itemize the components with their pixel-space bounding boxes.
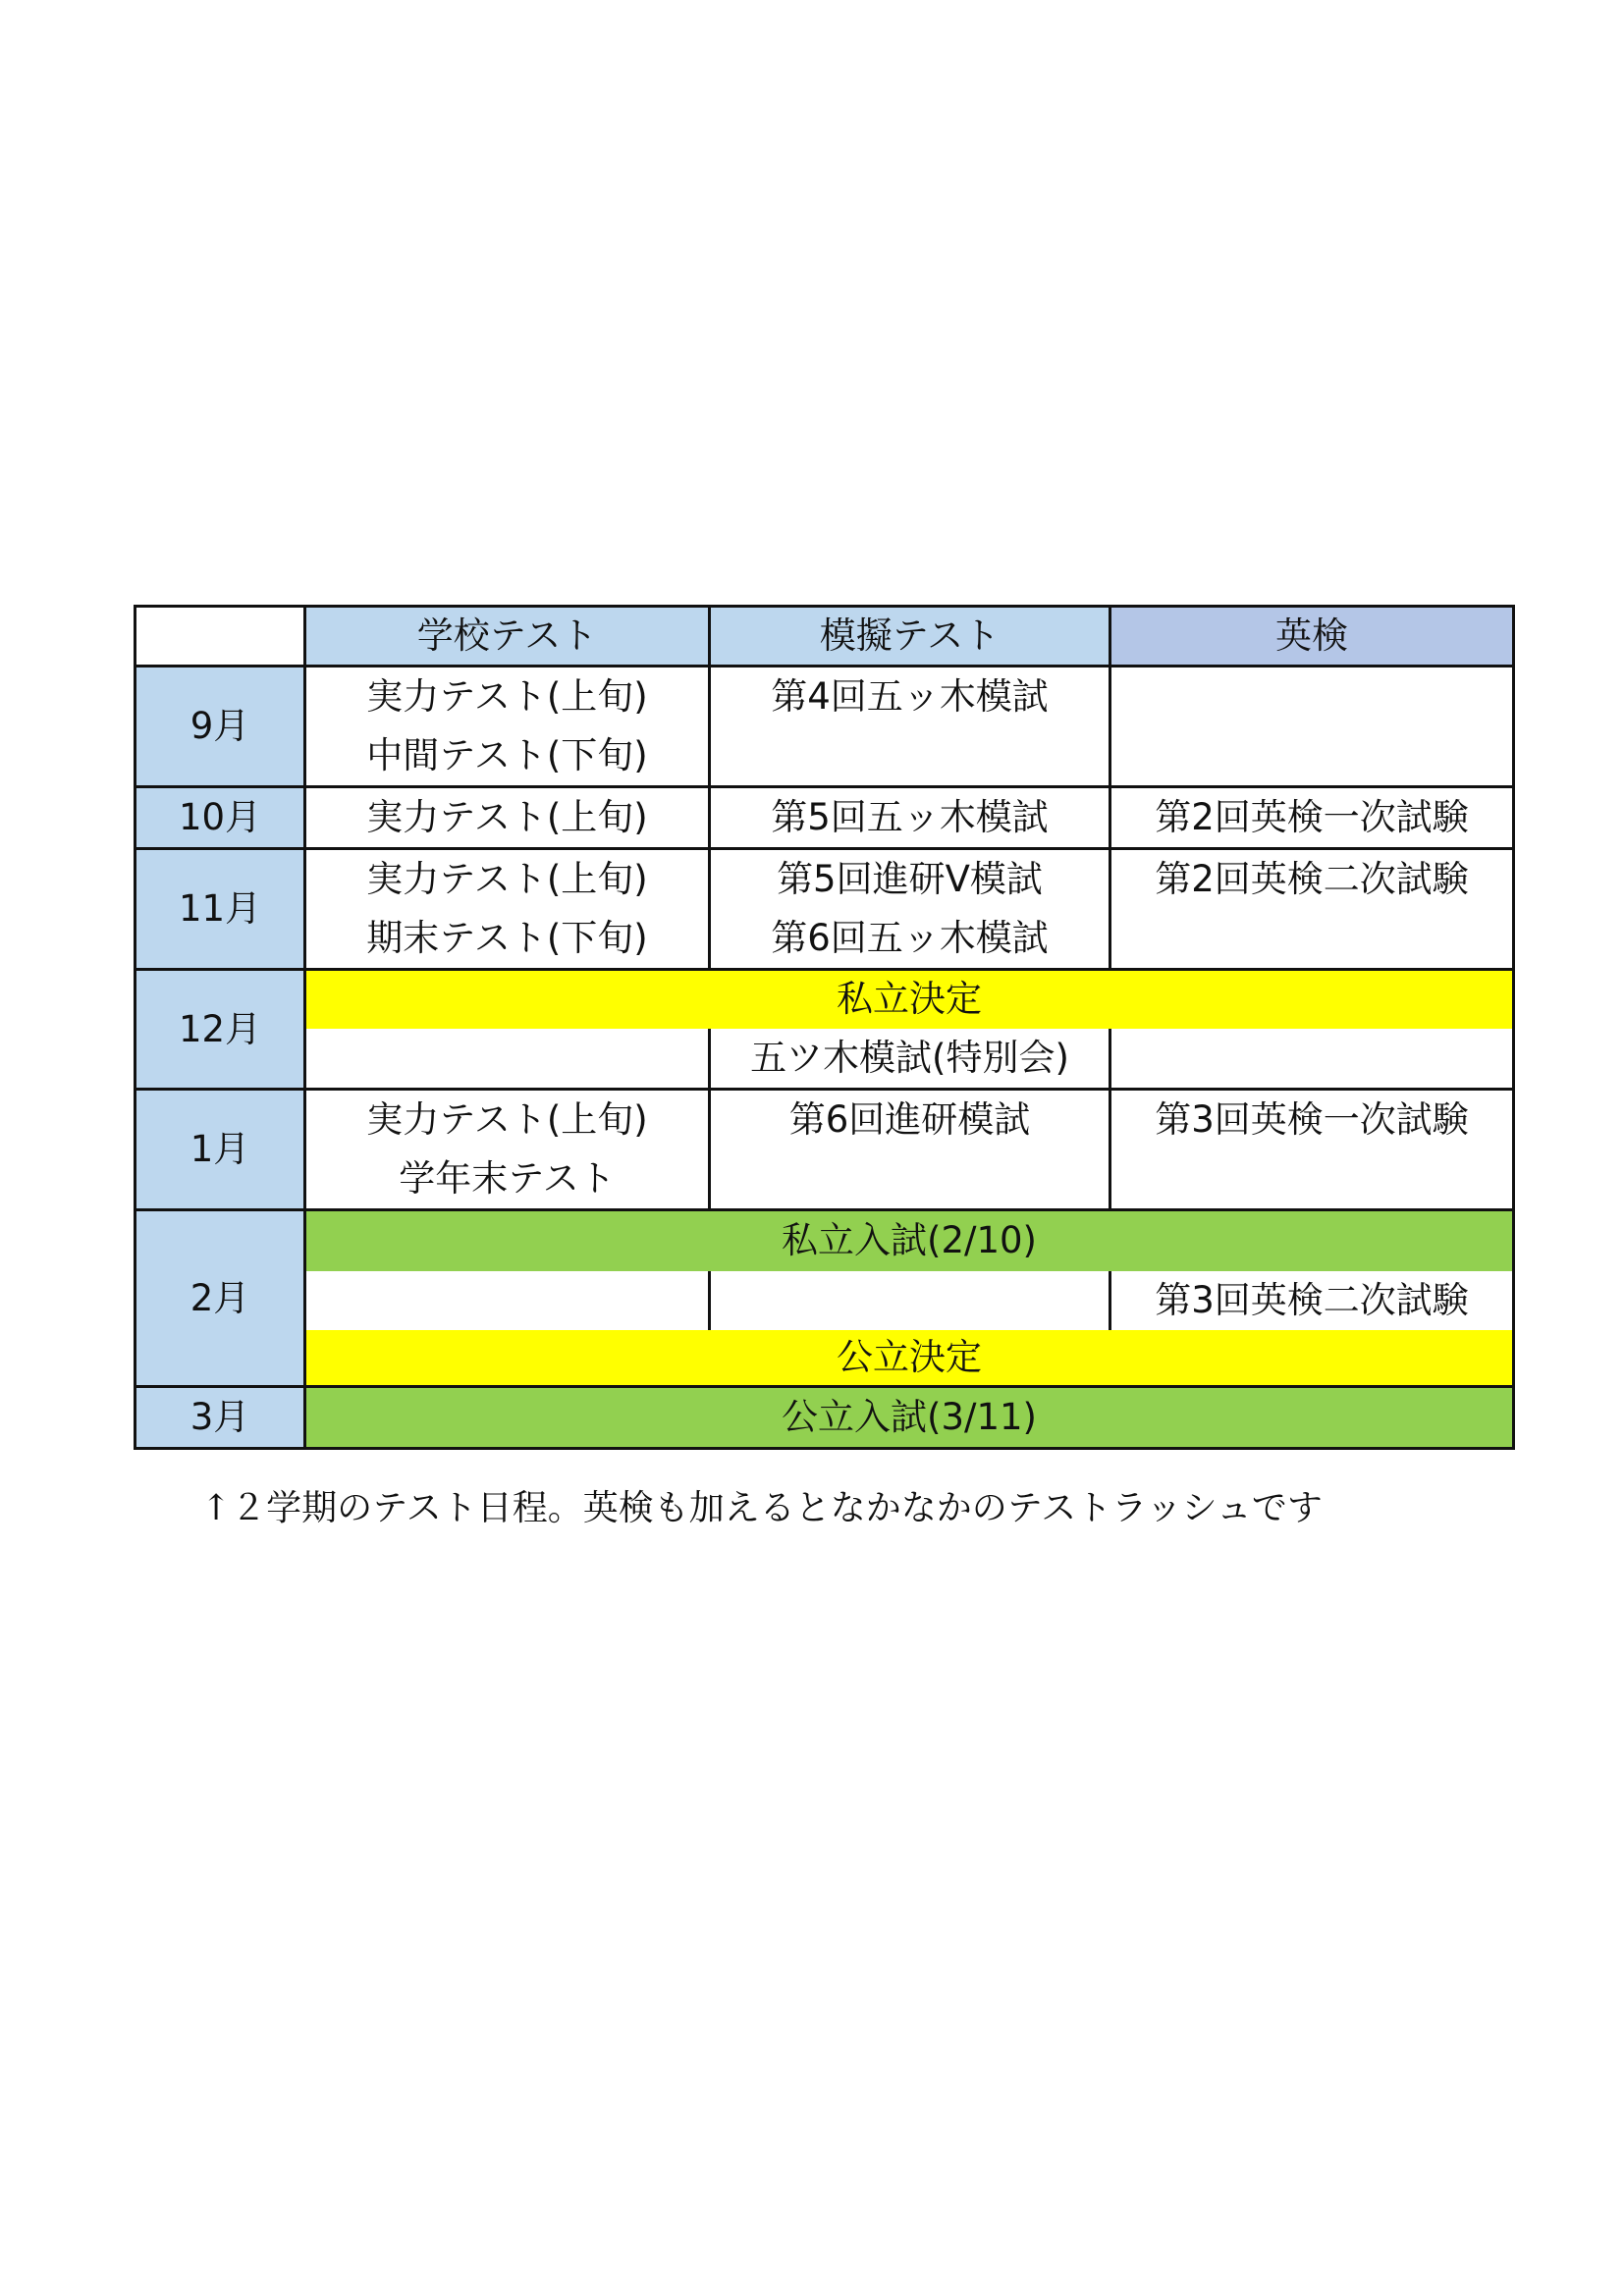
nov-school-cell <box>305 849 710 970</box>
row-oct <box>135 787 1514 849</box>
row-dec-banner <box>135 970 1514 1029</box>
oct-eiken-cell <box>1110 787 1514 849</box>
sep-school-cell <box>305 667 710 787</box>
header-eiken: 英検 <box>1110 607 1514 667</box>
nov-school-line-1: 実力テスト(上旬) <box>366 858 648 900</box>
month-feb: 2月 <box>135 1210 305 1387</box>
dec-mock-cell <box>710 1029 1110 1090</box>
corner-cell <box>135 607 305 667</box>
feb-mock-cell <box>710 1271 1110 1330</box>
month-nov: 11月 <box>135 849 305 970</box>
dec-mock-line-1: 五ツ木模試(特別会) <box>750 1036 1069 1079</box>
month-oct: 10月 <box>135 787 305 849</box>
sep-mock-line-1: 第4回五ッ木模試 <box>771 675 1049 718</box>
jan-eiken-cell <box>1110 1090 1514 1210</box>
feb-eiken-cell <box>1110 1271 1514 1330</box>
nov-school-line-2: 期末テスト(下旬) <box>366 917 648 959</box>
feb-school-cell <box>305 1271 710 1330</box>
nov-eiken-line-1: 第2回英検二次試験 <box>1155 858 1469 900</box>
sep-eiken-cell <box>1110 667 1514 787</box>
header-mock-test: 模擬テスト <box>710 607 1110 667</box>
dec-school-cell <box>305 1029 710 1090</box>
sep-mock-cell <box>710 667 1110 787</box>
feb-private-exam-banner: 私立入試(2/10) <box>305 1210 1514 1271</box>
row-feb-bottom <box>135 1330 1514 1387</box>
jan-eiken-line-1: 第3回英検一次試験 <box>1155 1098 1469 1141</box>
row-nov <box>135 849 1514 970</box>
month-dec: 12月 <box>135 970 305 1090</box>
oct-eiken-line-1: 第2回英検一次試験 <box>1155 796 1469 838</box>
row-mar <box>135 1387 1514 1449</box>
month-sep: 9月 <box>135 667 305 787</box>
jan-mock-line-1: 第6回進研模試 <box>788 1098 1031 1141</box>
row-jan <box>135 1090 1514 1210</box>
sep-school-line-1: 実力テスト(上旬) <box>366 675 648 718</box>
test-schedule-table <box>134 605 1515 1450</box>
dec-decision-banner: 私立決定 <box>305 970 1514 1029</box>
sep-school-line-2: 中間テスト(下旬) <box>366 734 648 776</box>
header-school-test: 学校テスト <box>305 607 710 667</box>
nov-eiken-cell <box>1110 849 1514 970</box>
row-feb-top <box>135 1210 1514 1271</box>
oct-mock-cell <box>710 787 1110 849</box>
jan-mock-cell <box>710 1090 1110 1210</box>
jan-school-line-1: 実力テスト(上旬) <box>366 1098 648 1141</box>
oct-school-line-1: 実力テスト(上旬) <box>366 796 648 838</box>
mar-public-exam-banner: 公立入試(3/11) <box>305 1387 1514 1449</box>
oct-mock-line-1: 第5回五ッ木模試 <box>771 796 1049 838</box>
month-jan: 1月 <box>135 1090 305 1210</box>
header-row <box>135 607 1514 667</box>
row-sep <box>135 667 1514 787</box>
caption-text: ↑２学期のテスト日程。英検も加えるとなかなかのテストラッシュです <box>201 1488 1323 1528</box>
row-feb-eiken <box>135 1271 1514 1330</box>
month-mar: 3月 <box>135 1387 305 1449</box>
jan-school-line-2: 学年末テスト <box>399 1157 616 1200</box>
feb-eiken-line-1: 第3回英検二次試験 <box>1155 1278 1469 1321</box>
feb-public-decision-banner: 公立決定 <box>305 1330 1514 1387</box>
nov-mock-line-1: 第5回進研V模試 <box>777 858 1043 900</box>
row-dec-mock <box>135 1029 1514 1090</box>
oct-school-cell <box>305 787 710 849</box>
jan-school-cell <box>305 1090 710 1210</box>
nov-mock-cell <box>710 849 1110 970</box>
dec-eiken-cell <box>1110 1029 1514 1090</box>
nov-mock-line-2: 第6回五ッ木模試 <box>771 917 1049 959</box>
